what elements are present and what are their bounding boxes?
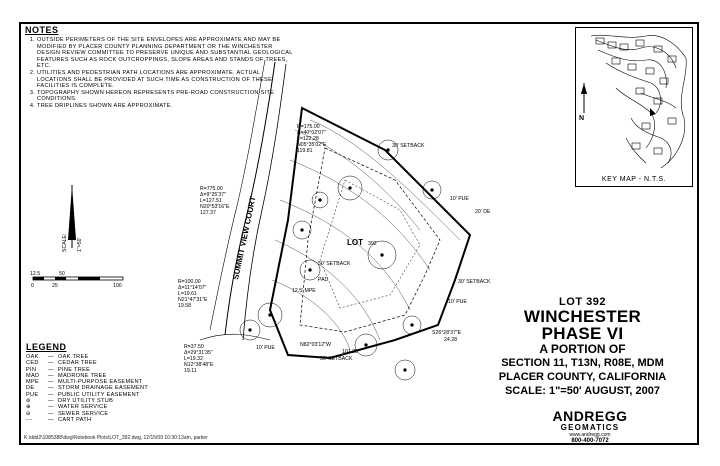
curve-value: L=19.32	[184, 356, 203, 362]
scale-tick: 100	[113, 283, 122, 289]
legend-abbr: CED	[26, 360, 39, 367]
dry-utility-stub-icon: ⊚	[26, 398, 31, 405]
pue-label: 10' PUE	[256, 345, 275, 351]
scale-bar-graphic	[25, 180, 135, 290]
notes-title: NOTES	[25, 25, 59, 35]
note-item: 2. UTILITIES AND PEDESTRIAN PATH LOCATIONS ARE APPROXIMATE. ACTUAL LOCATIONS SHALL BE PROVIDED AT SUCH TIME AS CONSTRUCTION OF THESE FACILITIES IS COMPLETE.	[37, 70, 293, 90]
file-path: K:\ddd2\1085388\dwg\Notebook Plots\LOT_392.dwg, 12/15/09 10:30:13am, parker	[24, 435, 208, 441]
logo-phone: 800-400-7072	[571, 438, 609, 444]
lot-title: LOT 392	[559, 296, 606, 308]
bearing-label: S26°28'37"E	[432, 330, 462, 336]
curve-value: Δ=11°14'07"	[178, 285, 207, 291]
curve-value: R=775.00	[200, 186, 223, 192]
legend-title: LEGEND	[26, 342, 67, 352]
curve-data	[178, 124, 327, 374]
scale-tick: 12.5	[30, 271, 41, 277]
sewer-service-icon: ⊖	[26, 410, 31, 417]
legend-row: MPE — MULTI-PURPOSE EASEMENT	[26, 379, 143, 386]
street-name: SUMMIT VIEW COURT	[231, 195, 258, 281]
bearing-label: N82°03'12"W	[300, 342, 331, 348]
setback-label: 50' SETBACK	[318, 261, 351, 267]
curve-value: R=100.00	[178, 279, 201, 285]
legend-desc: PINE TREE	[58, 366, 91, 373]
legend-desc: STORM DRAINAGE EASEMENT	[58, 385, 149, 392]
key-map	[575, 27, 693, 187]
portion-label: A PORTION OF	[539, 342, 626, 356]
legend-desc: CART PATH	[58, 416, 92, 423]
legend-desc: DRY UTILITY STUB	[58, 398, 114, 405]
de-label: 20' DE	[475, 209, 491, 215]
lot-number: 392	[368, 241, 377, 247]
legend-desc: OAK TREE	[58, 354, 89, 360]
curve-value: N05°35'02"E	[297, 142, 327, 148]
legend-row: --- — CART PATH	[26, 416, 92, 423]
curve-value: Δ=9°25'37"	[200, 192, 226, 198]
curve-value: R=175.00	[297, 124, 320, 130]
curve-value: Δ=29°31'35"	[184, 350, 213, 356]
scale-tick: 25	[52, 283, 58, 289]
logo-subtitle: GEOMATICS	[560, 423, 620, 432]
pue-label: 10' PUE	[450, 196, 469, 202]
legend-abbr: OAK	[26, 354, 39, 360]
legend-abbr: MPE	[26, 379, 40, 386]
curve-value: N21°47'31"E	[178, 297, 208, 303]
curve-value: N12°38'48"E	[184, 362, 214, 368]
water-service-icon: ⊕	[26, 404, 31, 411]
curve-value: L=122.28	[297, 136, 319, 142]
scale-tick: 50	[59, 271, 65, 277]
setback-label: 30' SETBACK	[392, 143, 425, 149]
curve-value: L=127.51	[200, 198, 222, 204]
note-item: 3. TOPOGRAPHY SHOWN HEREON REPRESENTS PRE-ROAD CONSTRUCTION SITE CONDITIONS.	[37, 90, 293, 103]
legend-row: CED — CEDAR TREE	[26, 360, 97, 367]
lot-label: LOT	[347, 238, 363, 247]
curve-value: Δ=40°02'07"	[297, 130, 326, 136]
legend-row: MAD — MADRONE TREE	[26, 372, 107, 379]
north-label: N	[579, 115, 585, 122]
legend-abbr: PUE	[26, 391, 39, 398]
legend	[26, 342, 206, 423]
curve-value: N20°53'16"E	[200, 204, 230, 210]
logo-name: ANDREGG	[552, 408, 628, 424]
pue-label: 10' PUE	[448, 299, 467, 305]
note-item: 4. TREE DRIPLINES SHOWN ARE APPROXIMATE.	[37, 103, 293, 110]
legend-row: OAK — OAK TREE	[26, 354, 89, 360]
north-arrow-icon	[581, 83, 587, 94]
logo-url: www.andregg.com	[569, 432, 611, 438]
legend-row: PIN — PINE TREE	[26, 366, 91, 373]
subdivision-phase: PHASE VI	[541, 324, 624, 343]
legend-row: DE — STORM DRAINAGE EASEMENT	[26, 385, 149, 392]
key-map-label: KEY MAP - N.T.S.	[601, 176, 667, 183]
key-map-drawing	[576, 28, 692, 173]
curve-value: 19.58	[178, 303, 191, 309]
cart-path-icon: ---	[26, 416, 33, 423]
scale-ratio: 1"=50'	[77, 237, 83, 252]
scale-date-label: SCALE: 1"=50' AUGUST, 2007	[504, 385, 661, 397]
legend-desc: PUBLIC UTILITY EASEMENT	[58, 391, 140, 398]
legend-abbr: DE	[26, 385, 35, 392]
curve-value: L=19.61	[178, 291, 197, 297]
legend-row: ⊕ — WATER SERVICE	[26, 404, 108, 411]
legend-desc: MADRONE TREE	[58, 372, 107, 379]
lot-location-marker-icon	[650, 108, 656, 116]
curve-value: 127.37	[200, 210, 216, 216]
setback-label: 30' SETBACK	[458, 279, 491, 285]
bearing-length: 101.28	[342, 349, 358, 355]
curve-value: 19.11	[184, 368, 197, 374]
bearing-length: 24.28	[444, 337, 457, 343]
legend-abbr: PIN	[26, 366, 37, 373]
mpe-label: 12.5' MPE	[292, 288, 316, 294]
county-label: PLACER COUNTY, CALIFORNIA	[498, 371, 667, 383]
site-plan	[170, 40, 491, 390]
title-block	[470, 296, 695, 398]
legend-row: ⊖ — SEWER SERVICE	[26, 410, 109, 417]
legend-abbr: MAD	[26, 372, 40, 379]
pad-label: PAD	[318, 277, 329, 283]
legend-desc: SEWER SERVICE	[58, 410, 109, 417]
legend-desc: CEDAR TREE	[58, 360, 97, 367]
company-logo	[545, 410, 635, 445]
legend-row: ⊚ — DRY UTILITY STUB	[26, 398, 114, 405]
legend-desc: WATER SERVICE	[58, 404, 108, 411]
section-label: SECTION 11, T13N, R08E, MDM	[501, 357, 664, 369]
curve-value: 119.81	[297, 148, 313, 154]
legend-desc: MULTI-PURPOSE EASEMENT	[58, 379, 143, 386]
scale-tick: 0	[31, 283, 34, 289]
subdivision-name: WINCHESTER	[523, 307, 642, 326]
legend-row: PUE — PUBLIC UTILITY EASEMENT	[26, 391, 140, 398]
setback-label: 30' SETBACK	[320, 356, 353, 362]
note-item: 1. OUTSIDE PERIMETERS OF THE SITE ENVELOPES ARE APPROXIMATE AND MAY BE MODIFIED BY PLACER COUNTY PLANNING DEPARTMENT OR THE WINCHESTER DESIGN REVIEW COMMITTEE TO PRESERVE UNIQUE AND SUBSTANTIAL GEOLOGICAL FEATURES SUCH AS ROCK OUTCROPPINGS, SLOPE AREAS AND STANDS OF TREES, ETC.	[37, 37, 293, 70]
curve-value: R=37.50	[184, 344, 204, 350]
scale-label: SCALE:	[62, 233, 68, 252]
